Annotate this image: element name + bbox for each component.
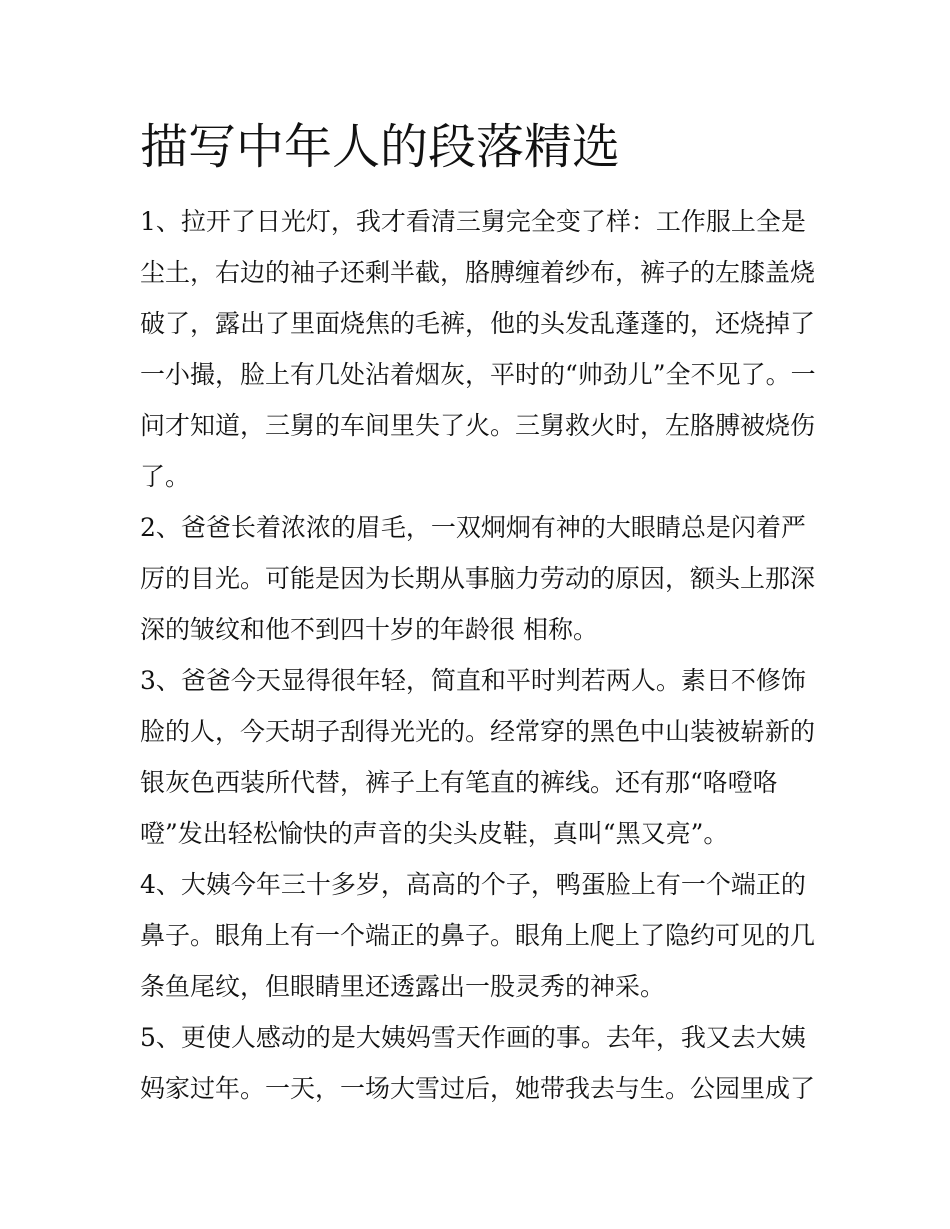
paragraph-line: 问才知道，三舅的车间里失了火。三舅救火时，左胳膊被烧伤 — [140, 411, 816, 440]
paragraph-line: 一小撮，脸上有几处沾着烟灰，平时的“帅劲儿”全不见了。一 — [140, 360, 816, 389]
paragraph-line: 5、更使人感动的是大姨妈雪天作画的事。去年，我又去大姨 — [140, 1023, 806, 1052]
paragraph-line: 鼻子。眼角上有一个端正的鼻子。眼角上爬上了隐约可见的几 — [140, 921, 816, 950]
paragraph-line: 了。 — [140, 462, 191, 491]
paragraph-line: 4、大姨今年三十多岁，高高的个子，鸭蛋脸上有一个端正的 — [140, 870, 806, 899]
paragraph-line: 3、爸爸今天显得很年轻，简直和平时判若两人。素日不修饰 — [140, 666, 806, 695]
paragraph-line: 条鱼尾纹，但眼睛里还透露出一股灵秀的神采。 — [140, 972, 666, 1001]
paragraph-line: 深的皱纹和他不到四十岁的年龄很 相称。 — [140, 615, 598, 644]
paragraph-4 — [140, 859, 820, 1012]
paragraph-3 — [140, 655, 820, 859]
paragraph-line: 1、拉开了日光灯，我才看清三舅完全变了样：工作服上全是 — [140, 207, 806, 236]
document-title: 描写中年人的段落精选 — [140, 119, 621, 175]
paragraph-line: 脸的人，今天胡子刮得光光的。经常穿的黑色中山装被崭新的 — [140, 717, 816, 746]
paragraph-2 — [140, 502, 820, 655]
paragraph-line: 破了，露出了里面烧焦的毛裤，他的头发乱蓬蓬的，还烧掉了 — [140, 309, 816, 338]
paragraph-line: 妈家过年。一天，一场大雪过后，她带我去与生。公园里成了 — [140, 1074, 816, 1103]
paragraph-5 — [140, 1012, 820, 1114]
paragraph-line: 噔”发出轻松愉快的声音的尖头皮鞋，真叫“黑又亮”。 — [140, 819, 729, 848]
document-body — [140, 196, 820, 1114]
paragraph-line: 尘土，右边的袖子还剩半截，胳膊缠着纱布，裤子的左膝盖烧 — [140, 258, 816, 287]
paragraph-line: 厉的目光。可能是因为长期从事脑力劳动的原因，额头上那深 — [140, 564, 816, 593]
paragraph-line: 银灰色西装所代替，裤子上有笔直的裤线。还有那“咯噔咯 — [140, 768, 778, 797]
paragraph-line: 2、爸爸长着浓浓的眉毛，一双炯炯有神的大眼睛总是闪着严 — [140, 513, 806, 542]
paragraph-1 — [140, 196, 820, 502]
